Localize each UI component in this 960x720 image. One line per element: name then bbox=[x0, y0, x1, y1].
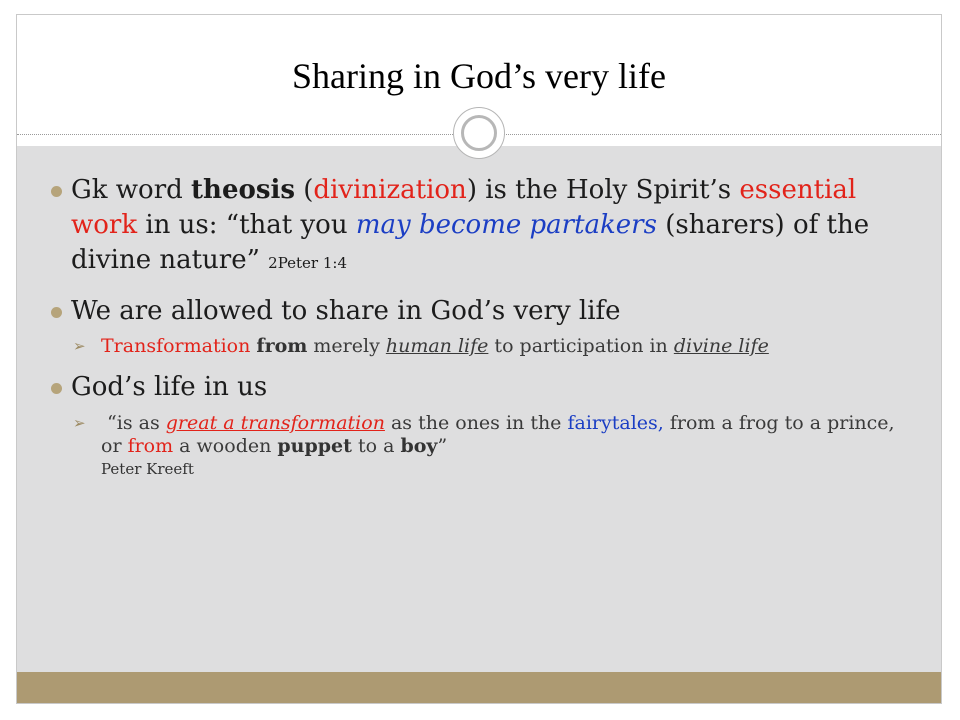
term-transformation: Transformation bbox=[101, 335, 251, 357]
term-from: from bbox=[127, 435, 174, 457]
bullet-list bbox=[45, 173, 921, 481]
bullet-share-life bbox=[45, 294, 921, 329]
term-great-transformation: great a transformation bbox=[165, 412, 385, 434]
text-segment: to participation in bbox=[488, 335, 674, 357]
text-segment: ( bbox=[295, 175, 314, 205]
scripture-reference: 2Peter 1:4 bbox=[268, 254, 347, 272]
sub-bullet-arrow-icon: ➢ bbox=[73, 337, 86, 355]
sub-bullet-transformation bbox=[45, 335, 921, 358]
slide bbox=[16, 14, 942, 704]
term-divinization: divinization bbox=[313, 175, 467, 205]
text-segment: to a bbox=[351, 435, 401, 457]
term-theosis: theosis bbox=[191, 175, 295, 205]
bullet-theosis bbox=[45, 173, 921, 281]
footer-bar bbox=[17, 672, 941, 703]
bullet-dot-icon bbox=[51, 186, 62, 197]
term-divine-life: divine life bbox=[673, 335, 769, 357]
term-partakers: may become partakers bbox=[355, 210, 657, 240]
term-frog: frog bbox=[738, 412, 779, 434]
text-segment: from a bbox=[663, 412, 739, 434]
term-from: from bbox=[256, 335, 308, 357]
text-segment: “is as bbox=[107, 412, 166, 434]
bullet-gods-life bbox=[45, 370, 921, 405]
text-segment: (sharers) of the divine nature” bbox=[71, 210, 870, 275]
quote-attribution: Peter Kreeft bbox=[101, 460, 194, 478]
text-segment: to a prince, or bbox=[101, 412, 895, 457]
bullet-text: We are allowed to share in God’s very life bbox=[71, 296, 621, 326]
term-fairytales: fairytales, bbox=[567, 412, 664, 434]
bullet-dot-icon bbox=[51, 383, 62, 394]
bullet-dot-icon bbox=[51, 307, 62, 318]
text-segment: ) is the Holy Spirit’s bbox=[466, 175, 740, 205]
sub-bullet-arrow-icon: ➢ bbox=[73, 414, 86, 432]
text-segment: Gk word bbox=[71, 175, 192, 205]
slide-title: Sharing in God’s very life bbox=[292, 56, 666, 96]
text-segment: as the ones in the bbox=[384, 412, 568, 434]
term-puppet: puppet bbox=[277, 435, 352, 457]
term-essential-work: essential work bbox=[71, 175, 857, 240]
sub-bullet-quote bbox=[45, 412, 921, 481]
bullet-text: God’s life in us bbox=[71, 372, 268, 402]
text-segment: a wooden bbox=[173, 435, 278, 457]
text-segment: merely bbox=[307, 335, 386, 357]
circle-ornament-icon bbox=[453, 107, 505, 159]
term-human-life: human life bbox=[385, 335, 489, 357]
text-segment: ” bbox=[437, 435, 448, 457]
text-segment: in us: “that you bbox=[137, 210, 356, 240]
term-boy: boy bbox=[400, 435, 438, 457]
